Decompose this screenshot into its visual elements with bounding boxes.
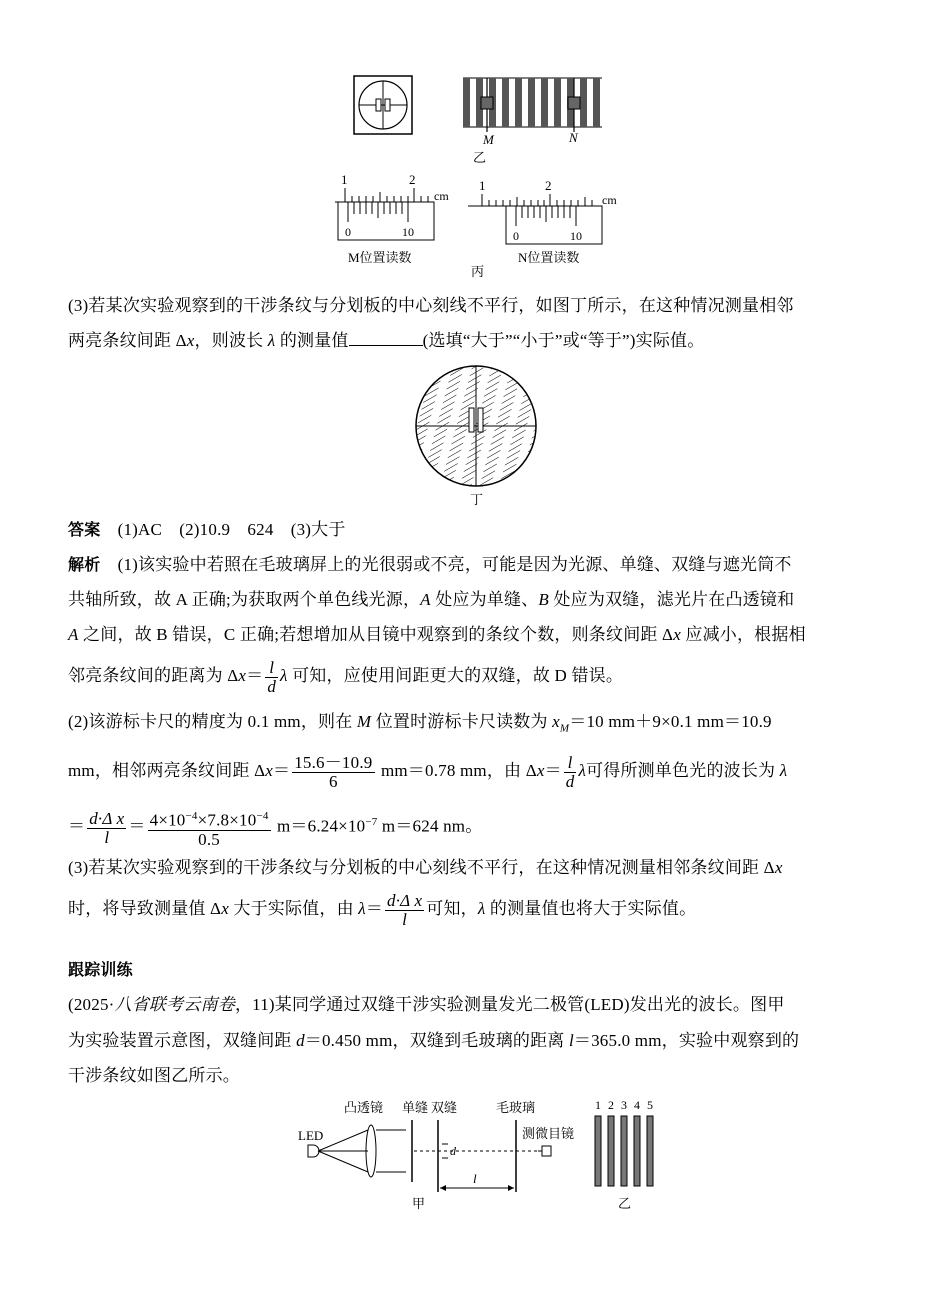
svg-text:0: 0 — [513, 229, 519, 243]
n-reading-label: N位置读数 — [518, 250, 580, 265]
svg-text:LED: LED — [298, 1128, 324, 1143]
figure-bing — [330, 170, 630, 285]
svg-text:0: 0 — [345, 225, 351, 239]
svg-text:cm: cm — [434, 189, 449, 203]
svg-text:10: 10 — [402, 225, 414, 239]
svg-text:凸透镜: 凸透镜 — [344, 1100, 384, 1115]
svg-text:2: 2 — [608, 1098, 614, 1112]
svg-text:1: 1 — [341, 172, 348, 187]
answer: 答案 (1)AC (2)10.9 624 (3)大于 — [68, 520, 346, 539]
eyepiece-icon — [542, 1146, 551, 1156]
analysis: 解析 (1)该实验中若照在毛玻璃屏上的光很弱或不亮，可能是因为光源、单缝、双缝与遮光筒不 共轴所致，故 A 正确;为获取两个单色线光源，A 处应为单缝、B 处应为双缝，滤光片在凸透镜和 A 之间，故 B 错误，C 正确;若想增加从目镜中观察到的条纹个数，则条纹间距 Δx 应减小，根据相 邻亮条纹间的距离为 Δx＝ $\frac{l}{d}$ λ 可知，应使用间距更大的双缝，故 D 错误。 (2)该游标卡尺的精度为 0.1 mm，则在 M 位置时游标卡尺读数为 $x_M=10$ mm＋9×0.1 mm＝10.9 mm，相邻两亮条纹间距 Δx＝ $\frac{15.6-10.9}{6}$ mm＝0.78 mm，由 Δx＝ $\frac{l}{d}$ λ可得所测单色光的波长为 λ ＝ $\frac{\text{d·Δ x}}{l}$ ＝ $\frac{4\times 10^{-4}\times 7.8\times 10^{-4}}{0.5}$ $m=6.24\times 10^{-7}$ m＝624 nm。 (3)若某次实验观察到的干涉条纹与分划板的中心刻线不平行，在这种情况测量相邻条纹间距 Δx 时，将导致测量值 Δx 大于实际值，由 λ＝ $\frac{\text{d·Δ x}}{l}$ 可知，λ 的测量值也将大于实际值。 — [68, 555, 806, 929]
fraction-wavelength-values: $\frac{4\times 10^{-4}\times 7.8\times 10^{-4}}{0.5}$ — [148, 807, 271, 849]
fraction-wavelength: $\frac{\text{d·Δ x}}{l}$ — [89, 808, 125, 847]
vernier-m — [335, 172, 449, 265]
fraction-fringe-spacing: $\frac{15.6-10.9}{6}$ — [294, 752, 373, 791]
svg-text:3: 3 — [621, 1098, 627, 1112]
svg-text:cm: cm — [602, 193, 617, 207]
question-3: (3)若某次实验观察到的干涉条纹与分划板的中心刻线不平行，如图丁所示，在这种情况测量相邻 两亮条纹间距 Δx，则波长 λ 的测量值 (选填“大于”“小于”或“等于”)实际值。 — [68, 296, 794, 350]
svg-text:毛玻璃: 毛玻璃 — [496, 1100, 536, 1115]
svg-text:1: 1 — [595, 1098, 601, 1112]
fraction-l-over-d: $\frac{l}{d}$ — [267, 657, 277, 696]
svg-text:5: 5 — [647, 1098, 653, 1112]
training: 跟踪训练 (2025·八省联考云南卷，11)某同学通过双缝干涉实验测量发光二极管(LED)发出光的波长。图甲 为实验装置示意图，双缝间距 d＝0.450 mm，双缝到毛玻璃的距离 l＝365.0 mm，实验中观察到的 干涉条纹如图乙所示。 — [68, 960, 800, 1085]
svg-text:2: 2 — [545, 178, 552, 193]
vernier-n — [468, 178, 617, 265]
svg-text:l: l — [473, 1171, 477, 1186]
figure-ding — [410, 362, 542, 510]
svg-text:双缝: 双缝 — [431, 1100, 458, 1115]
svg-text:10: 10 — [570, 229, 582, 243]
svg-text:1: 1 — [479, 178, 486, 193]
figure-yi-label: 乙 — [473, 150, 487, 165]
figure-ding-label: 丁 — [470, 492, 484, 507]
label-m: M — [483, 132, 494, 147]
fringe-pattern — [463, 78, 602, 132]
svg-text:乙: 乙 — [618, 1196, 632, 1211]
led-icon — [308, 1145, 319, 1157]
svg-text:测微目镜: 测微目镜 — [522, 1126, 575, 1141]
svg-text:4: 4 — [634, 1098, 640, 1112]
svg-text:甲: 甲 — [412, 1196, 426, 1211]
figure-jia — [290, 1092, 670, 1222]
m-reading-label: M位置读数 — [348, 250, 412, 265]
figure-bing-label: 丙 — [471, 264, 485, 279]
svg-text:单缝: 单缝 — [402, 1100, 429, 1115]
fringe-figure — [595, 1098, 653, 1186]
figure-yi — [340, 70, 640, 180]
label-n: N — [569, 130, 578, 145]
svg-text:d: d — [450, 1144, 456, 1158]
answer-blank[interactable] — [349, 331, 423, 346]
svg-text:2: 2 — [409, 172, 416, 187]
